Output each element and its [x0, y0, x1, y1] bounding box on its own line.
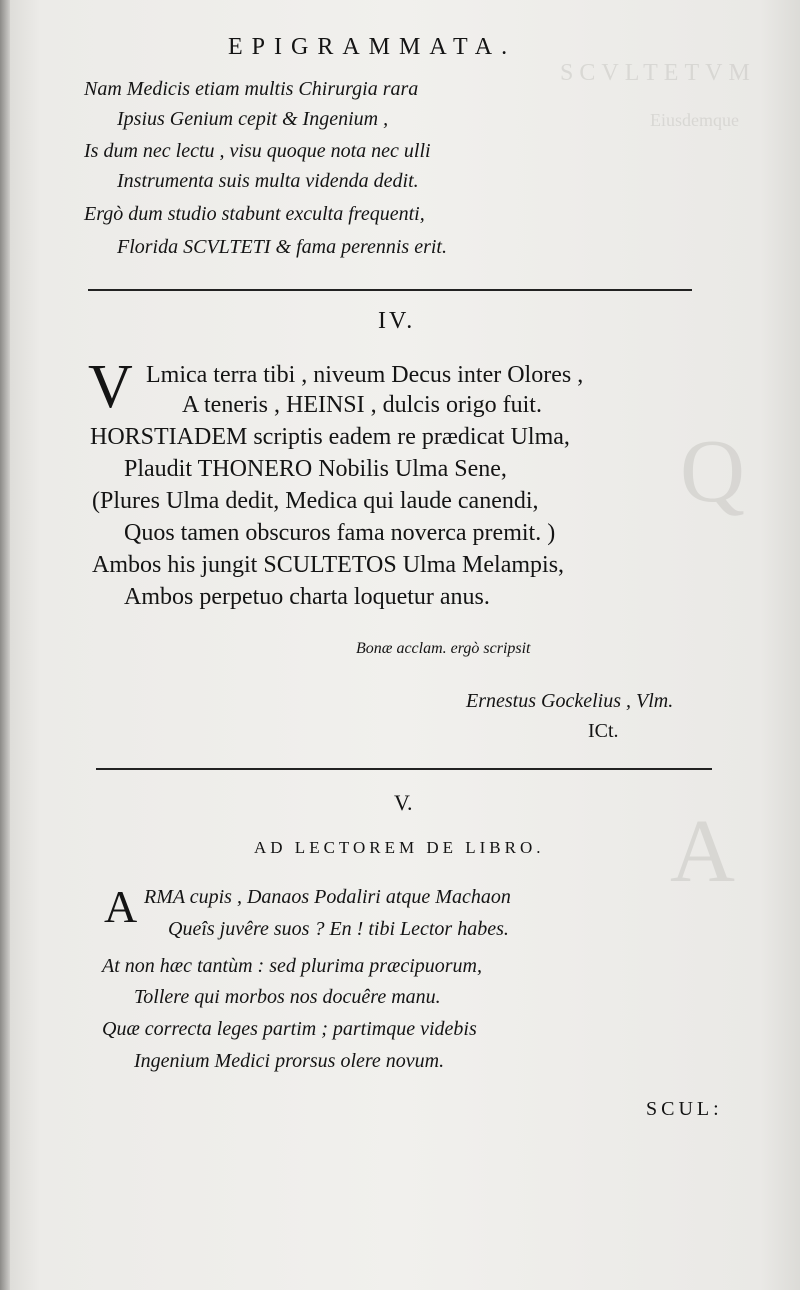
verse-line: A teneris , HEINSI , dulcis origo fuit. — [182, 392, 542, 418]
running-title: EPIGRAMMATA. — [228, 34, 517, 60]
verse-line: Ambos perpetuo charta loquetur anus. — [124, 584, 490, 610]
show-through-text: SCVLTETVM — [560, 60, 756, 86]
verse-line: Is dum nec lectu , visu quoque nota nec ulli — [84, 140, 431, 162]
show-through-letter: Q — [680, 422, 745, 521]
show-through-letter: A — [670, 802, 735, 901]
verse-line: Instrumenta suis multa videnda dedit. — [117, 170, 419, 192]
author-name: Ernestus Gockelius , Vlm. — [466, 690, 674, 712]
verse-line: At non hæc tantùm : sed plurima præcipuorum, — [102, 955, 482, 977]
epigram-number: IV. — [378, 308, 416, 334]
verse-line: RMA cupis , Danaos Podaliri atque Machaon — [144, 886, 511, 908]
drop-cap: A — [104, 881, 138, 932]
page-binding-shadow — [0, 0, 10, 1290]
verse-line: Florida SCVLTETI & fama perennis erit. — [117, 236, 447, 258]
verse-line: Quæ correcta leges partim ; partimque videbis — [102, 1018, 477, 1040]
verse-line: Tollere qui morbos nos docuêre manu. — [134, 986, 441, 1008]
verse-line: Nam Medicis etiam multis Chirurgia rara — [84, 78, 419, 100]
verse-line: Ipsius Genium cepit & Ingenium , — [117, 108, 389, 130]
verse-line: Ambos his jungit SCULTETOS Ulma Melampis, — [92, 552, 565, 578]
section-rule — [96, 768, 712, 770]
drop-cap: V — [88, 353, 133, 421]
section-rule — [88, 289, 692, 291]
dedication: Bonæ acclam. ergò scripsit — [356, 640, 531, 657]
epigram-number: V. — [394, 790, 413, 815]
verse-line: Ingenium Medici prorsus olere novum. — [134, 1050, 445, 1072]
epigram-heading: AD LECTOREM DE LIBRO. — [254, 838, 545, 857]
catchword: SCUL: — [646, 1098, 723, 1120]
verse-line: Queîs juvêre suos ? En ! tibi Lector habes. — [168, 918, 509, 940]
show-through-text: Eiusdemque — [650, 110, 739, 130]
verse-line: Quos tamen obscuros fama noverca premit. ) — [124, 520, 556, 546]
verse-line: Plaudit THONERO Nobilis Ulma Sene, — [124, 456, 507, 482]
verse-line: HORSTIADEM scriptis eadem re prædicat Ulma, — [90, 424, 570, 450]
author-title: ICt. — [588, 720, 619, 742]
verse-line: Lmica terra tibi , niveum Decus inter Olores , — [146, 362, 584, 388]
verse-line: (Plures Ulma dedit, Medica qui laude canendi, — [92, 488, 539, 514]
verse-line: Ergò dum studio stabunt exculta frequenti, — [84, 203, 425, 225]
